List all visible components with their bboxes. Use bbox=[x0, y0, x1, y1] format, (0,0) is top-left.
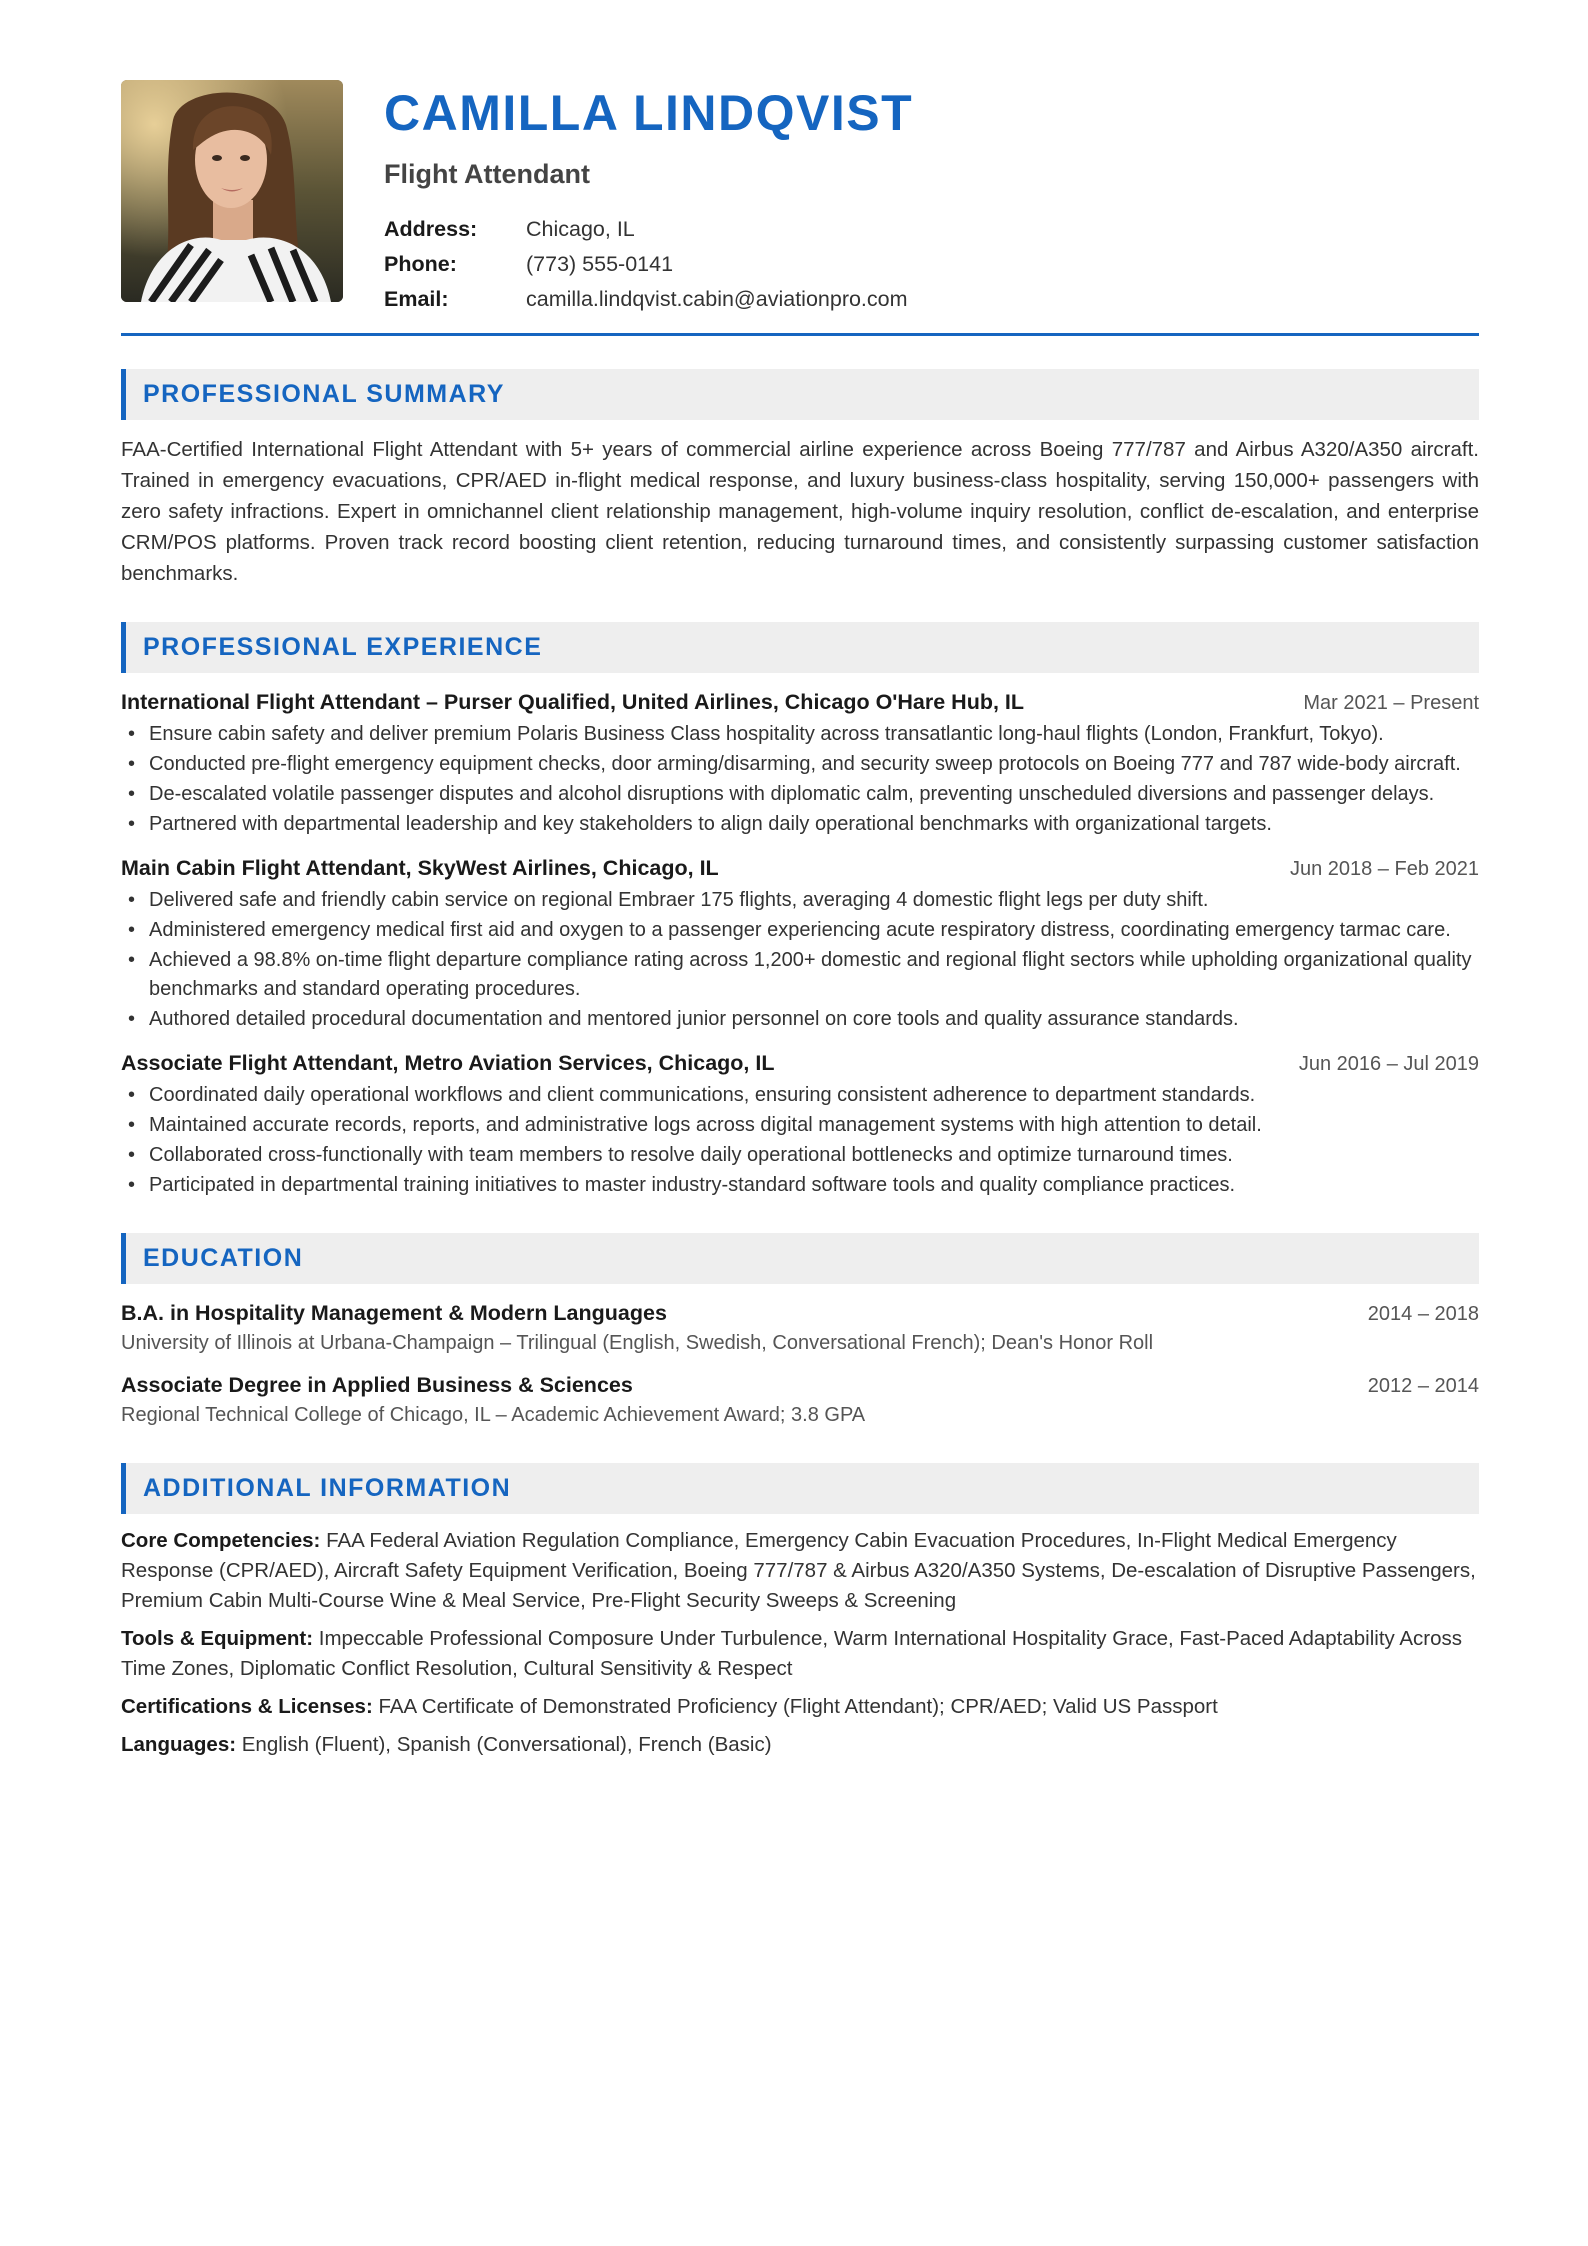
section-heading-experience: PROFESSIONAL EXPERIENCE bbox=[121, 622, 1479, 673]
contact-phone bbox=[384, 247, 913, 282]
section-heading-education: EDUCATION bbox=[121, 1233, 1479, 1284]
job-bullets bbox=[121, 1081, 1479, 1200]
candidate-title: Flight Attendant bbox=[384, 159, 590, 189]
bullet-item: • De-escalated volatile passenger disputes and alcohol disruptions with diplomatic calm, preventing unscheduled diversions and passenger delays. bbox=[121, 780, 1479, 809]
additional-label: Certifications & Licenses: bbox=[121, 1695, 379, 1718]
additional-label: Tools & Equipment: bbox=[121, 1627, 319, 1650]
bullet-item: • Participated in departmental training initiatives to master industry-standard software tools and quality compliance practices. bbox=[121, 1171, 1479, 1200]
candidate-name: CAMILLA LINDQVIST bbox=[384, 85, 914, 141]
job-entry bbox=[121, 853, 1479, 1034]
contact-label: Email: bbox=[384, 287, 449, 311]
job-dates: Jun 2016 – Jul 2019 bbox=[1298, 1053, 1479, 1075]
education-entry bbox=[121, 1370, 1479, 1430]
contact-value: Chicago, IL bbox=[526, 217, 635, 241]
job-header bbox=[121, 853, 1479, 884]
education-degree: B.A. in Hospitality Management & Modern Languages bbox=[121, 1301, 667, 1325]
education-entry bbox=[121, 1298, 1479, 1358]
bullet-item: • Coordinated daily operational workflows and client communications, ensuring consistent adherence to department standards. bbox=[121, 1081, 1479, 1110]
summary-text: FAA-Certified International Flight Attendant with 5+ years of commercial airline experience across Boeing 777/787 and Airbus A320/A350 aircraft. Trained in emergency evacuations, CPR/AED in-flight medical response, and luxury business-class hospitality, serving 150,000+ passengers with zero safety infractions. Expert in omnichannel client relationship management, high-volume inquiry resolution, conflict de-escalation, and enterprise CRM/POS platforms. Proven track record boosting client retention, reducing turnaround times, and consistently surpassing customer satisfaction benchmarks. bbox=[121, 438, 1479, 585]
header-divider bbox=[121, 333, 1479, 336]
profile-photo bbox=[121, 80, 343, 302]
job-dates: Jun 2018 – Feb 2021 bbox=[1289, 858, 1479, 880]
additional-text: Impeccable Professional Composure Under Turbulence, Warm International Hospitality Grace, Fast-Paced Adaptability Across Time Zones, Diplomatic Conflict Resolution, Cultural Sensitivity & Respect bbox=[121, 1627, 1462, 1680]
job-title: Associate Flight Attendant, Metro Aviation Services, Chicago, IL bbox=[121, 1051, 775, 1075]
additional-text: FAA Federal Aviation Regulation Compliance, Emergency Cabin Evacuation Procedures, In-Flight Medical Emergency Response (CPR/AED), Aircraft Safety Equipment Verification, Boeing 777/787 & Airbus A320/A350 Systems, De-escalation of Disruptive Passengers, Premium Cabin Multi-Course Wine & Meal Service, Pre-Flight Security Sweeps & Screening bbox=[121, 1529, 1476, 1612]
contact-email bbox=[384, 282, 913, 317]
job-header bbox=[121, 687, 1479, 718]
bullet-item: • Authored detailed procedural documentation and mentored junior personnel on core tools and quality assurance standards. bbox=[121, 1005, 1479, 1034]
bullet-item: • Achieved a 98.8% on-time flight departure compliance rating across 1,200+ domestic and regional flight sectors while upholding organizational quality benchmarks and standard operating procedures. bbox=[121, 946, 1479, 1004]
additional-item bbox=[121, 1526, 1479, 1616]
additional-text: English (Fluent), Spanish (Conversational), French (Basic) bbox=[241, 1733, 772, 1756]
education-degree: Associate Degree in Applied Business & Sciences bbox=[121, 1373, 633, 1397]
bullet-item: • Administered emergency medical first aid and oxygen to a passenger experiencing acute respiratory distress, coordinating emergency tarmac care. bbox=[121, 916, 1479, 945]
section-heading-summary: PROFESSIONAL SUMMARY bbox=[121, 369, 1479, 420]
contact-value: camilla.lindqvist.cabin@aviationpro.com bbox=[526, 287, 908, 311]
job-header bbox=[121, 1048, 1479, 1079]
job-entry bbox=[121, 1048, 1479, 1200]
additional-item bbox=[121, 1730, 1479, 1760]
additional-text: FAA Certificate of Demonstrated Proficiency (Flight Attendant); CPR/AED; Valid US Passport bbox=[378, 1695, 1218, 1718]
portrait-illustration bbox=[121, 80, 343, 302]
additional-label: Languages: bbox=[121, 1733, 242, 1756]
contact-value: (773) 555-0141 bbox=[526, 252, 674, 276]
job-dates: Mar 2021 – Present bbox=[1303, 692, 1479, 714]
contact-block bbox=[384, 212, 913, 317]
education-dates: 2014 – 2018 bbox=[1367, 1303, 1479, 1325]
contact-label: Phone: bbox=[384, 252, 457, 276]
job-entry bbox=[121, 687, 1479, 839]
job-bullets bbox=[121, 720, 1479, 839]
bullet-item: • Maintained accurate records, reports, and administrative logs across digital management systems with high attention to detail. bbox=[121, 1111, 1479, 1140]
job-title: International Flight Attendant – Purser Qualified, United Airlines, Chicago O'Hare Hub, IL bbox=[121, 690, 1025, 714]
education-header bbox=[121, 1298, 1479, 1329]
job-title: Main Cabin Flight Attendant, SkyWest Airlines, Chicago, IL bbox=[121, 856, 719, 880]
education-dates: 2012 – 2014 bbox=[1367, 1375, 1479, 1397]
bullet-item: • Collaborated cross-functionally with team members to resolve daily operational bottlenecks and optimize turnaround times. bbox=[121, 1141, 1479, 1170]
header-info bbox=[384, 80, 913, 317]
resume-header bbox=[121, 80, 1479, 311]
education-detail: University of Illinois at Urbana-Champaign – Trilingual (English, Swedish, Conversational French); Dean's Honor Roll bbox=[121, 1332, 1154, 1354]
section-heading-additional: ADDITIONAL INFORMATION bbox=[121, 1463, 1479, 1514]
education-detail: Regional Technical College of Chicago, IL – Academic Achievement Award; 3.8 GPA bbox=[121, 1404, 866, 1426]
job-bullets bbox=[121, 886, 1479, 1034]
additional-item bbox=[121, 1692, 1479, 1722]
resume-page bbox=[121, 80, 1479, 1768]
contact-label: Address: bbox=[384, 217, 478, 241]
education-header bbox=[121, 1370, 1479, 1401]
additional-list bbox=[121, 1526, 1479, 1760]
bullet-item: • Delivered safe and friendly cabin service on regional Embraer 175 flights, averaging 4 domestic flight legs per duty shift. bbox=[121, 886, 1479, 915]
contact-address bbox=[384, 212, 913, 247]
bullet-item: • Ensure cabin safety and deliver premium Polaris Business Class hospitality across transatlantic long-haul flights (London, Frankfurt, Tokyo). bbox=[121, 720, 1479, 749]
bullet-item: • Conducted pre-flight emergency equipment checks, door arming/disarming, and security sweep protocols on Boeing 777 and 787 wide-body aircraft. bbox=[121, 750, 1479, 779]
additional-item bbox=[121, 1624, 1479, 1684]
additional-label: Core Competencies: bbox=[121, 1529, 327, 1552]
bullet-item: • Partnered with departmental leadership and key stakeholders to align daily operational benchmarks with organizational targets. bbox=[121, 810, 1479, 839]
